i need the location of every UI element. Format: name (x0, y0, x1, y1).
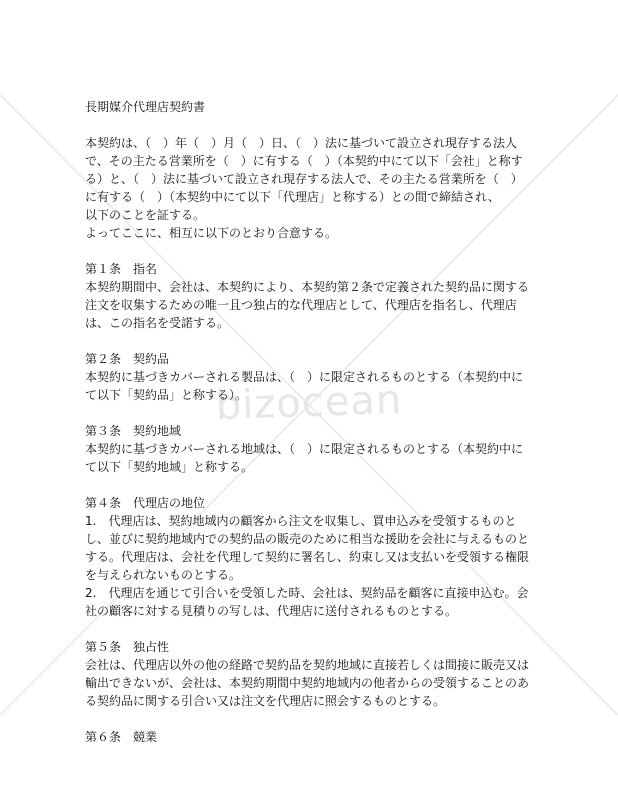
article-heading: 第２条 契約品 (85, 352, 170, 366)
article-4 (85, 494, 533, 620)
article-1 (85, 260, 533, 332)
article-3 (85, 422, 533, 476)
article-heading: 第６条 競業 (85, 730, 158, 744)
document-title: 長期媒介代理店契約書 (85, 100, 206, 114)
article-heading: 第４条 代理店の地位 (85, 496, 206, 510)
preamble-paragraph: 本契約は、（ ）年（ ）月（ ）日、（ ）法に基づいて設立され現存する法人で、その主たる営業所を（ ）に有する（ ）（本契約中にて以下「会社」と称する）と、（ ）法に基づいて設立され現存する法人で、その主たる営業所を（ ）に有する（ ）（本契約中にて以下「代理店」と称する）との間で締結され、 (85, 136, 523, 204)
article-2 (85, 350, 533, 404)
article-paragraph: 2. 代理店を通じて引合いを受領した時、会社は、契約品を顧客に直接申込む。会社の顧客に対する見積りの写しは、代理店に送付されるものとする。 (85, 586, 529, 618)
preamble-paragraph: 以下のことを証する。 (85, 208, 206, 222)
article-6 (85, 728, 533, 746)
preamble-paragraph: よってここに、相互に以下のとおり合意する。 (85, 226, 338, 240)
document-body (85, 98, 533, 746)
article-paragraph: 本契約に基づきカバーされる製品は、（ ）に限定されるものとする（本契約中にて以下「契約品」と称する）。 (85, 370, 524, 402)
article-heading: 第１条 指名 (85, 262, 158, 276)
preamble (85, 134, 533, 242)
article-paragraph: 1. 代理店は、契約地域内の顧客から注文を収集し、買申込みを受領するものとし、並びに契約地域内での契約品の販売のために相当な援助を会社に与えるものとする。代理店は、会社を代理して契約に署名し、約束し又は支払いを受領する権限を与えられないものとする。 (85, 514, 530, 582)
article-paragraph: 会社は、代理店以外の他の経路で契約品を契約地域に直接若しくは間接に販売又は輸出できないが、会社は、本契約期間中契約地域内の他者からの受領することのある契約品に関する引合い又は注文を代理店に照会するものとする。 (85, 658, 530, 708)
article-heading: 第３条 契約地域 (85, 424, 182, 438)
article-5 (85, 638, 533, 710)
article-paragraph: 本契約期間中、会社は、本契約により、本契約第２条で定義された契約品に関する注文を収集するための唯一且つ独占的な代理店として、代理店を指名し、代理店は、この指名を受諾する。 (85, 280, 530, 330)
article-heading: 第５条 独占性 (85, 640, 170, 654)
watermark-text: bizocean (215, 376, 403, 430)
article-paragraph: 本契約に基づきカバーされる地域は、（ ）に限定されるものとする（本契約中にて以下「契約地域」と称する。 (85, 442, 524, 474)
